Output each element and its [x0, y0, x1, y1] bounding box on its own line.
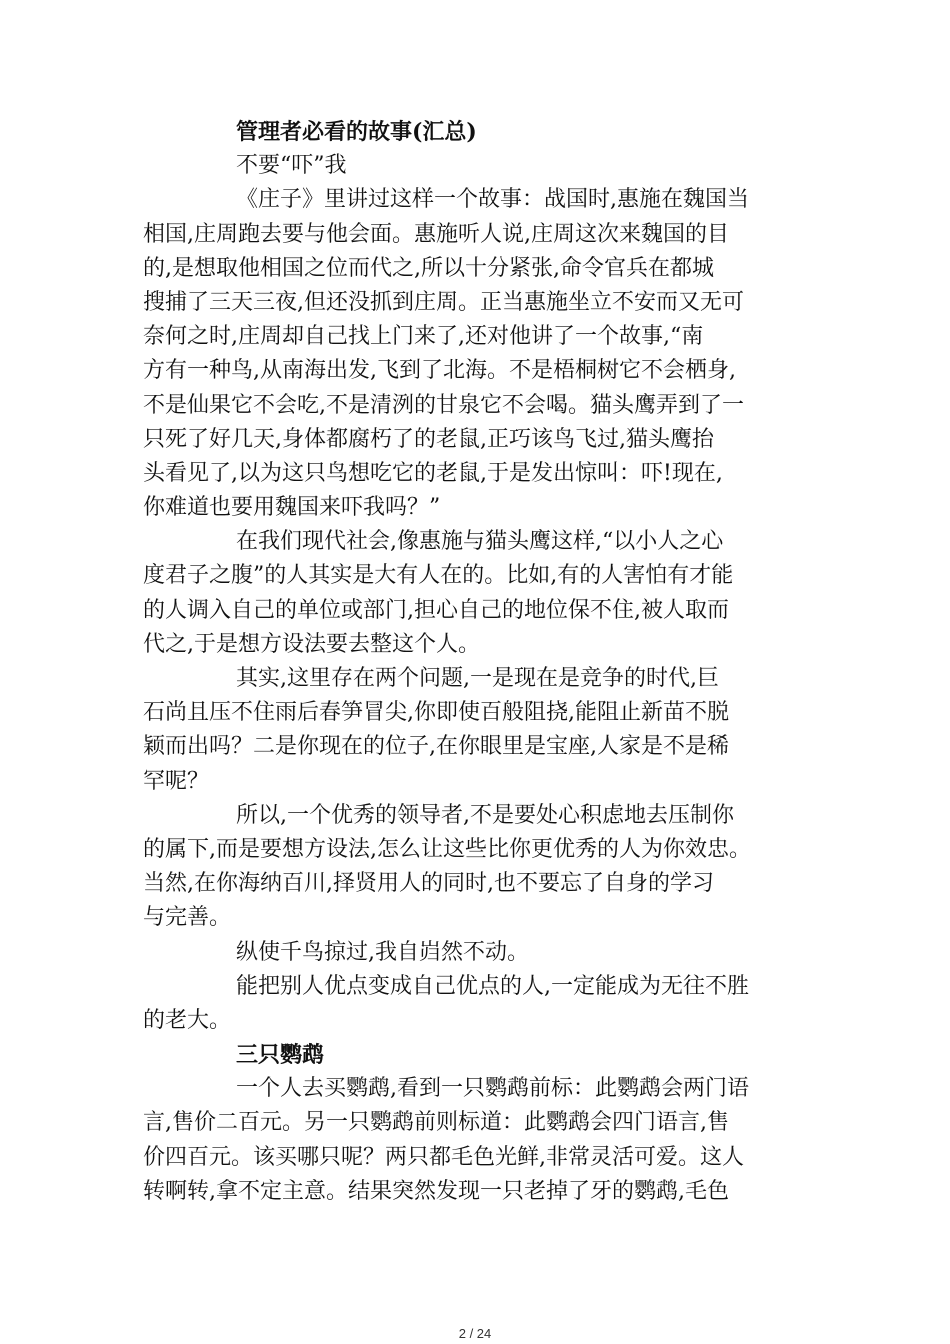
text-line: 当然,在你海纳百川,择贤用人的同时,也不要忘了自身的学习 — [143, 871, 714, 897]
text-line: 言,售价二百元。另一只鹦鹉前则标道：此鹦鹉会四门语言,售 — [143, 1110, 729, 1136]
text-line: 代之,于是想方设法要去整这个人。 — [143, 631, 480, 657]
text-line: 方有一种鸟,从南海出发,飞到了北海。不是梧桐树它不会栖身, — [143, 358, 736, 384]
text-line: 的,是想取他相国之位而代之,所以十分紧张,命令官兵在都城 — [143, 255, 714, 281]
text-line: 相国,庄周跑去要与他会面。惠施听人说,庄周这次来魏国的目 — [143, 221, 729, 247]
section-title-three-parrots: 三只鹦鹉 — [236, 1042, 325, 1069]
text-line: 一个人去买鹦鹉,看到一只鹦鹉前标：此鹦鹉会两门语 — [236, 1076, 749, 1102]
section-title-dont-scare-me: 不要“吓”我 — [236, 153, 347, 179]
text-line: 你难道也要用魏国来吓我吗？” — [143, 495, 441, 521]
text-line: 颖而出吗？二是你现在的位子,在你眼里是宝座,人家是不是稀 — [143, 734, 729, 760]
document-body — [143, 115, 808, 1209]
text-line: 与完善。 — [143, 905, 232, 931]
text-line: 度君子之腹”的人其实是大有人在的。比如,有的人害怕有才能 — [143, 563, 734, 589]
text-line: 石尚且压不住雨后春笋冒尖,你即使百般阻挠,能阻止新苗不脱 — [143, 700, 729, 726]
text-line: 不是仙果它不会吃,不是清洌的甘泉它不会喝。猫头鹰弄到了一 — [143, 392, 744, 418]
text-line: 其实,这里存在两个问题,一是现在是竞争的时代,巨 — [236, 666, 719, 691]
page-number: 2 / 24 — [458, 1326, 492, 1341]
text-line: 《庄子》里讲过这样一个故事：战国时,惠施在魏国当 — [236, 187, 749, 213]
text-line: 所以,一个优秀的领导者,不是要处心积虑地去压制你 — [236, 802, 734, 828]
text-line: 转啊转,拿不定主意。结果突然发现一只老掉了牙的鹦鹉,毛色 — [143, 1178, 729, 1204]
text-line: 的属下,而是要想方设法,怎么让这些比你更优秀的人为你效忠。 — [143, 836, 751, 862]
text-line: 的人调入自己的单位或部门,担心自己的地位保不住,被人取而 — [143, 597, 729, 623]
text-line: 只死了好几天,身体都腐朽了的老鼠,正巧该鸟飞过,猫头鹰抬 — [143, 426, 714, 452]
text-line: 奈何之时,庄周却自己找上门来了,还对他讲了一个故事,“南 — [143, 324, 704, 350]
text-line: 在我们现代社会,像惠施与猫头鹰这样,“以小人之心 — [236, 529, 724, 555]
document-title: 管理者必看的故事(汇总) — [236, 119, 477, 145]
text-line: 搜捕了三天三夜,但还没抓到庄周。正当惠施坐立不安而又无可 — [143, 289, 744, 315]
text-line: 能把别人优点变成自己优点的人,一定能成为无往不胜 — [236, 973, 749, 999]
text-line: 的老大。 — [143, 1007, 232, 1033]
text-line: 纵使千鸟掠过,我自岿然不动。 — [236, 939, 529, 965]
text-line: 罕呢？ — [143, 768, 210, 794]
text-line: 头看见了,以为这只鸟想吃它的老鼠,于是发出惊叫：吓!现在, — [143, 460, 723, 486]
text-line: 价四百元。该买哪只呢？两只都毛色光鲜,非常灵活可爱。这人 — [143, 1144, 744, 1170]
